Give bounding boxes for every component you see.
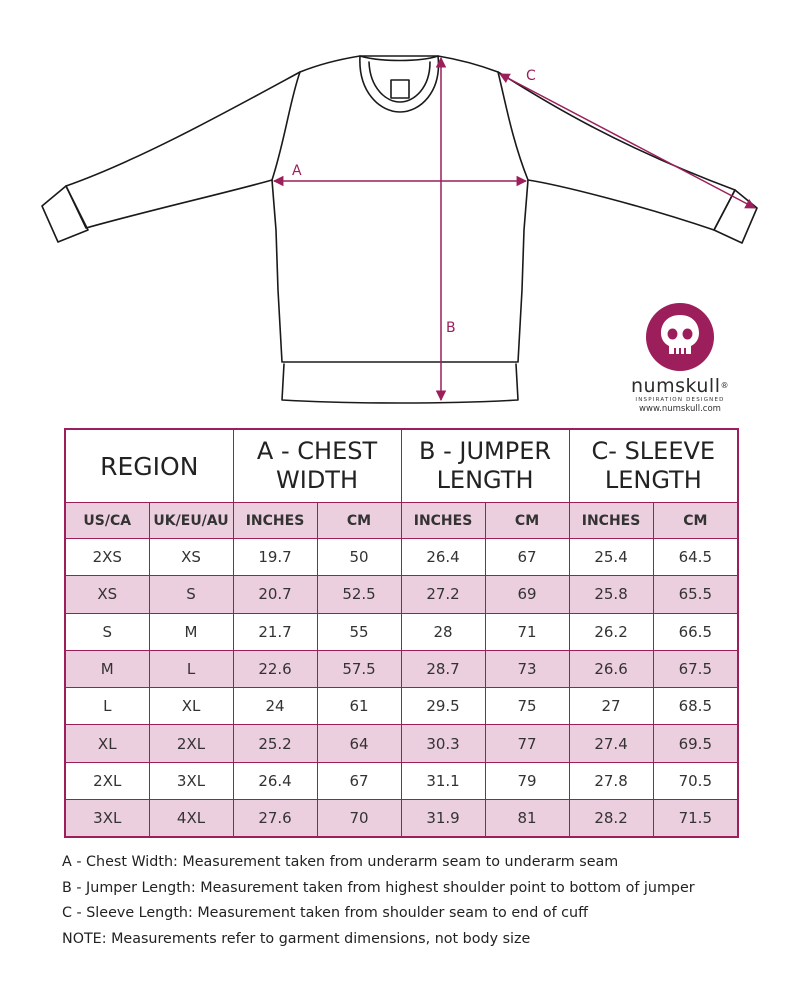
subheader-cell: UK/EU/AU xyxy=(149,503,233,539)
size-rows xyxy=(65,539,738,838)
subheader-cell: CM xyxy=(317,503,401,539)
table-cell: XS xyxy=(65,576,149,613)
table-cell: 21.7 xyxy=(233,613,317,650)
table-cell: 24 xyxy=(233,688,317,725)
table-cell: 4XL xyxy=(149,800,233,838)
table-row xyxy=(65,539,738,576)
table-cell: 22.6 xyxy=(233,650,317,687)
measurement-notes xyxy=(62,850,782,953)
jumper-collar xyxy=(360,56,439,112)
logo-tagline: INSPIRATION DESIGNED xyxy=(635,397,725,403)
jumper-waistband xyxy=(282,364,518,403)
logo-url: www.numskull.com xyxy=(639,404,721,414)
table-cell: 65.5 xyxy=(653,576,738,613)
table-cell: S xyxy=(149,576,233,613)
table-cell: 71 xyxy=(485,613,569,650)
table-row xyxy=(65,613,738,650)
table-cell: 68.5 xyxy=(653,688,738,725)
table-cell: 25.2 xyxy=(233,725,317,762)
note-general: NOTE: Measurements refer to garment dimensions, not body size xyxy=(62,931,531,948)
table-cell: 2XL xyxy=(65,762,149,799)
table-cell: 66.5 xyxy=(653,613,738,650)
logo-wordmark: numskull® xyxy=(630,375,729,397)
table-cell: M xyxy=(65,650,149,687)
table-cell: 2XS xyxy=(65,539,149,576)
table-cell: 28 xyxy=(401,613,485,650)
table-cell: M xyxy=(149,613,233,650)
subheader-cell: CM xyxy=(485,503,569,539)
table-cell: L xyxy=(149,650,233,687)
table-cell: 69 xyxy=(485,576,569,613)
subheader-cell: US/CA xyxy=(65,503,149,539)
note-chest: A - Chest Width: Measurement taken from underarm seam to underarm seam xyxy=(62,854,619,870)
table-cell: 26.6 xyxy=(569,650,653,687)
table-cell: 64.5 xyxy=(653,539,738,576)
table-cell: 2XL xyxy=(149,725,233,762)
brand-logo xyxy=(628,302,732,415)
table-cell: 27.2 xyxy=(401,576,485,613)
table-cell: L xyxy=(65,688,149,725)
table-row xyxy=(65,725,738,762)
table-cell: 31.1 xyxy=(401,762,485,799)
header-sleeve-length: C- SLEEVE LENGTH xyxy=(569,429,738,503)
jumper-left-cuff xyxy=(42,186,88,242)
table-cell: 29.5 xyxy=(401,688,485,725)
table-cell: 27.8 xyxy=(569,762,653,799)
table-cell: 61 xyxy=(317,688,401,725)
table-cell: 26.4 xyxy=(233,762,317,799)
table-cell: 77 xyxy=(485,725,569,762)
table-cell: 67 xyxy=(485,539,569,576)
table-cell: 52.5 xyxy=(317,576,401,613)
table-cell: 69.5 xyxy=(653,725,738,762)
table-row xyxy=(65,800,738,838)
label-c: C xyxy=(526,68,536,84)
size-chart-table xyxy=(64,428,739,838)
table-cell: 3XL xyxy=(149,762,233,799)
table-cell: 3XL xyxy=(65,800,149,838)
table-cell: 81 xyxy=(485,800,569,838)
jumper-collar-inner xyxy=(369,62,430,102)
header-chest-width: A - CHEST WIDTH xyxy=(233,429,401,503)
table-cell: 55 xyxy=(317,613,401,650)
subheader-cell: INCHES xyxy=(569,503,653,539)
table-cell: 28.2 xyxy=(569,800,653,838)
table-cell: 64 xyxy=(317,725,401,762)
table-cell: 79 xyxy=(485,762,569,799)
jumper-left-sleeve xyxy=(66,72,300,228)
subheader-cell: INCHES xyxy=(401,503,485,539)
table-cell: 75 xyxy=(485,688,569,725)
table-cell: 26.4 xyxy=(401,539,485,576)
table-cell: 73 xyxy=(485,650,569,687)
sleeve-arrow xyxy=(500,74,755,208)
table-cell: XS xyxy=(149,539,233,576)
label-a: A xyxy=(292,163,302,179)
table-cell: 70.5 xyxy=(653,762,738,799)
table-cell: 30.3 xyxy=(401,725,485,762)
table-cell: 27 xyxy=(569,688,653,725)
note-length: B - Jumper Length: Measurement taken from highest shoulder point to bottom of jumper xyxy=(62,879,695,896)
jumper-right-sleeve xyxy=(498,72,735,230)
table-cell: 27.4 xyxy=(569,725,653,762)
table-cell: 71.5 xyxy=(653,800,738,838)
table-cell: 19.7 xyxy=(233,539,317,576)
table-cell: 27.6 xyxy=(233,800,317,838)
table-cell: 20.7 xyxy=(233,576,317,613)
note-sleeve: C - Sleeve Length: Measurement taken from shoulder seam to end of cuff xyxy=(62,905,588,922)
table-cell: 57.5 xyxy=(317,650,401,687)
label-b: B xyxy=(446,320,456,336)
table-cell: 25.4 xyxy=(569,539,653,576)
table-row xyxy=(65,762,738,799)
table-cell: 50 xyxy=(317,539,401,576)
table-cell: 31.9 xyxy=(401,800,485,838)
subheader-row xyxy=(65,503,738,539)
table-cell: 70 xyxy=(317,800,401,838)
skull-icon xyxy=(645,302,715,372)
table-cell: S xyxy=(65,613,149,650)
table-cell: 67.5 xyxy=(653,650,738,687)
header-region: REGION xyxy=(65,429,233,503)
table-cell: 26.2 xyxy=(569,613,653,650)
table-cell: 67 xyxy=(317,762,401,799)
table-row xyxy=(65,688,738,725)
table-row xyxy=(65,576,738,613)
table-cell: 25.8 xyxy=(569,576,653,613)
subheader-cell: CM xyxy=(653,503,738,539)
table-row xyxy=(65,650,738,687)
table-cell: 28.7 xyxy=(401,650,485,687)
subheader-cell: INCHES xyxy=(233,503,317,539)
table-cell: XL xyxy=(149,688,233,725)
jumper-tag xyxy=(391,80,409,98)
table-cell: XL xyxy=(65,725,149,762)
header-jumper-length: B - JUMPER LENGTH xyxy=(401,429,569,503)
